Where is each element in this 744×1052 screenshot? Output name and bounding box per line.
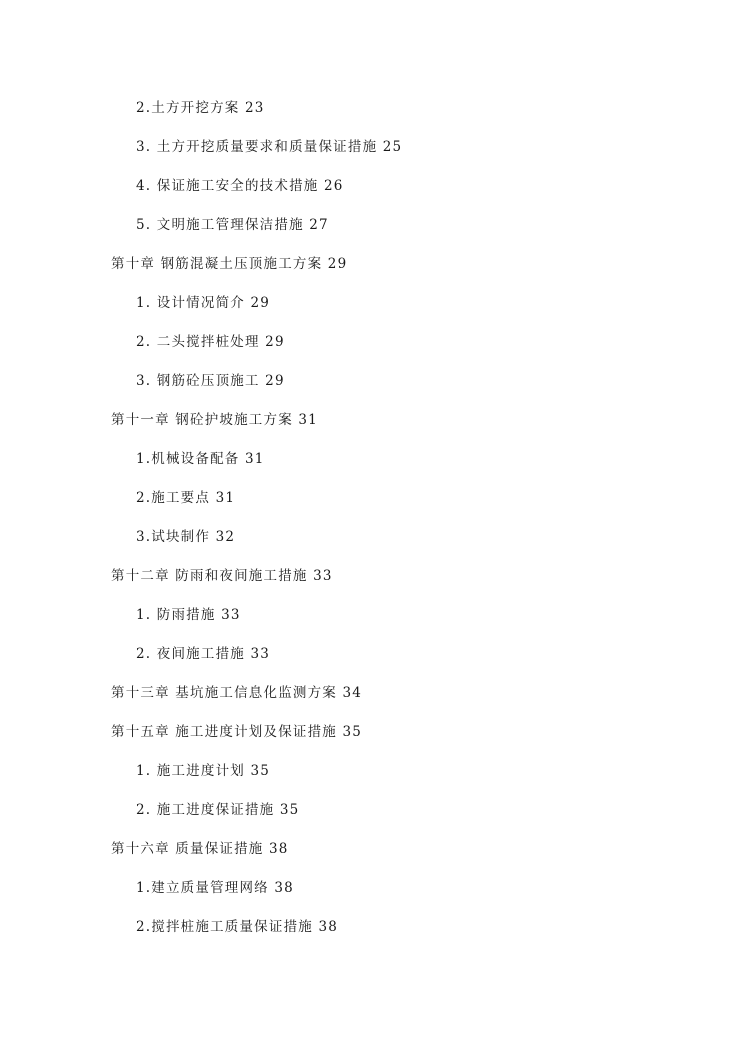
toc-entry[interactable]: 2.施工要点 31 — [136, 490, 236, 506]
toc-chapter-entry[interactable]: 第十章 钢筋混凝土压顶施工方案 29 — [111, 256, 348, 272]
toc-entry[interactable]: 1.建立质量管理网络 38 — [136, 880, 294, 896]
toc-entry[interactable]: 2.土方开挖方案 23 — [136, 100, 265, 116]
toc-entry[interactable]: 3. 钢筋砼压顶施工 29 — [136, 373, 285, 389]
toc-chapter-entry[interactable]: 第十六章 质量保证措施 38 — [111, 841, 289, 857]
toc-entry[interactable]: 1. 施工进度计划 35 — [136, 763, 271, 779]
toc-entry[interactable]: 3. 土方开挖质量要求和质量保证措施 25 — [136, 139, 403, 155]
toc-chapter-entry[interactable]: 第十一章 钢砼护坡施工方案 31 — [111, 412, 318, 428]
toc-entry[interactable]: 2. 夜间施工措施 33 — [136, 646, 271, 662]
toc-chapter-entry[interactable]: 第十五章 施工进度计划及保证措施 35 — [111, 724, 363, 740]
toc-entry[interactable]: 1. 设计情况简介 29 — [136, 295, 271, 311]
toc-entry[interactable]: 2. 施工进度保证措施 35 — [136, 802, 300, 818]
toc-chapter-entry[interactable]: 第十二章 防雨和夜间施工措施 33 — [111, 568, 333, 584]
toc-chapter-entry[interactable]: 第十三章 基坑施工信息化监测方案 34 — [111, 685, 363, 701]
toc-entry[interactable]: 2.搅拌桩施工质量保证措施 38 — [136, 919, 339, 935]
toc-entry[interactable]: 3.试块制作 32 — [136, 529, 236, 545]
toc-entry[interactable]: 1.机械设备配备 31 — [136, 451, 265, 467]
toc-entry[interactable]: 1. 防雨措施 33 — [136, 607, 241, 623]
toc-entry[interactable]: 5. 文明施工管理保洁措施 27 — [136, 217, 329, 233]
toc-entry[interactable]: 4. 保证施工安全的技术措施 26 — [136, 178, 344, 194]
toc-entry[interactable]: 2. 二头搅拌桩处理 29 — [136, 334, 285, 350]
